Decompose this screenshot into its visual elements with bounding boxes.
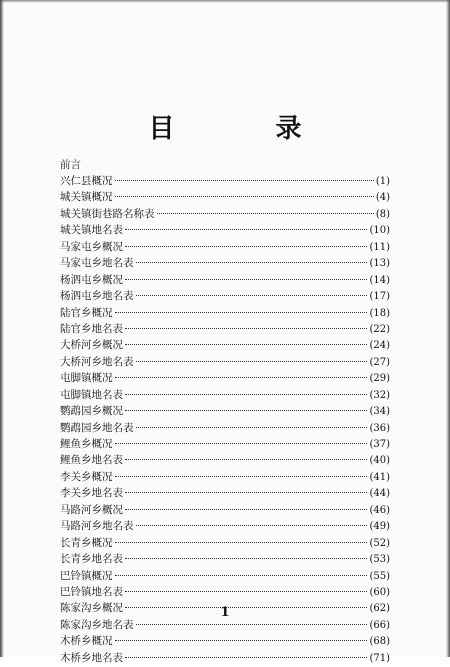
- toc-entry-label: 马家屯乡地名表: [60, 257, 134, 270]
- toc-entry-page: (36): [369, 422, 390, 434]
- table-of-contents: [60, 157, 390, 666]
- toc-entry: [60, 650, 390, 666]
- toc-entry-page: (29): [369, 373, 390, 385]
- toc-dot-leader: [115, 541, 368, 543]
- toc-entry: [60, 551, 390, 567]
- toc-entry: [60, 354, 390, 370]
- toc-entry-page: (52): [369, 537, 390, 549]
- toc-entry: [60, 206, 390, 222]
- toc-entry-page: (13): [369, 258, 390, 270]
- toc-entry: [60, 568, 390, 584]
- toc-entry: [60, 288, 390, 304]
- toc-dot-leader: [136, 426, 368, 428]
- toc-entry-label: 长青乡概况: [60, 536, 113, 549]
- toc-dot-leader: [115, 195, 374, 197]
- toc-dot-leader: [115, 376, 368, 378]
- toc-entry-label: 陆官乡概况: [60, 306, 113, 319]
- toc-dot-leader: [125, 409, 367, 411]
- toc-entry-page: (17): [369, 291, 390, 303]
- toc-entry-label: 李关乡地名表: [60, 487, 123, 500]
- toc-entry-label: 巴铃镇地名表: [60, 585, 123, 598]
- toc-dot-leader: [115, 574, 368, 576]
- toc-entry: [60, 387, 390, 403]
- toc-dot-leader: [157, 212, 374, 214]
- toc-entry-label: 木桥乡地名表: [60, 651, 123, 664]
- toc-entry-page: (41): [369, 471, 390, 483]
- toc-entry-label: 马路河乡概况: [60, 503, 123, 516]
- toc-entry-label: 兴仁县概况: [60, 175, 113, 187]
- toc-entry-label: 鲤鱼乡地名表: [60, 454, 123, 467]
- toc-entry-label: 陈家沟乡地名表: [60, 618, 134, 631]
- toc-entry-label: 杨泗屯乡概况: [60, 273, 123, 286]
- toc-entry: [60, 452, 390, 468]
- toc-entry-page: (10): [369, 225, 390, 237]
- toc-entry-page: (27): [369, 356, 390, 368]
- toc-entry-label: 陈家沟乡概况: [60, 602, 123, 615]
- toc-entry-label: 陆官乡地名表: [60, 322, 123, 335]
- toc-entry-page: (68): [369, 636, 390, 648]
- toc-dot-leader: [125, 343, 367, 345]
- page-title: 目 录: [148, 114, 348, 144]
- toc-entry-label: 马家屯乡概况: [60, 240, 123, 253]
- toc-entry-page: (37): [369, 439, 390, 450]
- toc-entry: [60, 502, 390, 518]
- toc-preface: 前言: [60, 159, 81, 171]
- toc-entry-page: (32): [369, 389, 390, 401]
- toc-entry: [60, 321, 390, 337]
- toc-entry: [60, 173, 390, 189]
- toc-entry-page: (60): [369, 586, 390, 598]
- toc-entry-page: (53): [369, 554, 390, 566]
- toc-entry-label: 鲤鱼乡概况: [60, 438, 113, 450]
- toc-dot-leader: [125, 245, 367, 247]
- toc-dot-leader: [115, 311, 368, 313]
- toc-entry-label: 长青乡地名表: [60, 553, 123, 566]
- toc-entry: [60, 518, 390, 534]
- toc-entry: [60, 337, 390, 353]
- toc-entry: [60, 436, 390, 452]
- toc-dot-leader: [115, 639, 368, 641]
- toc-entry-page: (34): [369, 406, 390, 418]
- toc-dot-leader: [136, 360, 368, 362]
- toc-entry-page: (40): [369, 455, 390, 467]
- toc-entry-page: (49): [369, 521, 390, 533]
- toc-dot-leader: [125, 491, 367, 493]
- toc-dot-leader: [115, 179, 374, 181]
- toc-entry-label: 巴铃镇概况: [60, 569, 113, 582]
- toc-entry-label: 大桥河乡地名表: [60, 355, 134, 368]
- toc-entry-page: (71): [369, 652, 390, 664]
- toc-entry-label: 木桥乡概况: [60, 635, 113, 648]
- toc-entry-list: [60, 173, 390, 666]
- toc-dot-leader: [125, 458, 367, 460]
- toc-entry-label: 鹦鹉园乡概况: [60, 405, 123, 418]
- toc-entry-page: (62): [369, 603, 390, 615]
- toc-dot-leader: [125, 557, 367, 559]
- scan-edge-top: [0, 0, 450, 3]
- toc-dot-leader: [136, 261, 368, 263]
- toc-entry-label: 大桥河乡概况: [60, 339, 123, 352]
- toc-entry-page: (44): [369, 488, 390, 500]
- toc-entry: [60, 485, 390, 501]
- toc-entry-page: (18): [369, 307, 390, 319]
- toc-entry: [60, 420, 390, 436]
- toc-entry-label: 李关乡概况: [60, 470, 113, 483]
- toc-entry-label: 城关镇街巷路名称表: [60, 207, 155, 220]
- toc-entry: [60, 222, 390, 238]
- toc-entry-page: (66): [369, 619, 390, 631]
- toc-entry-page: (46): [369, 504, 390, 516]
- page-number: 1: [220, 605, 230, 620]
- toc-entry-page: (22): [369, 323, 390, 335]
- toc-dot-leader: [125, 393, 367, 395]
- toc-dot-leader: [125, 278, 367, 280]
- toc-entry: [60, 272, 390, 288]
- scan-edge-left: [0, 0, 4, 657]
- toc-entry: [60, 255, 390, 271]
- toc-entry: [60, 469, 390, 485]
- toc-dot-leader: [136, 524, 368, 526]
- toc-entry-page: (8): [375, 208, 390, 220]
- toc-entry-page: (24): [369, 340, 390, 352]
- toc-entry: [60, 633, 390, 649]
- toc-entry-page: (11): [369, 241, 390, 253]
- toc-entry-label: 城关镇地名表: [60, 224, 123, 237]
- toc-entry: [60, 189, 390, 205]
- toc-entry-label: 鹦鹉园乡地名表: [60, 421, 134, 434]
- toc-dot-leader: [125, 590, 367, 592]
- toc-entry: [60, 403, 390, 419]
- toc-entry: [60, 535, 390, 551]
- toc-dot-leader: [115, 475, 368, 477]
- toc-entry: [60, 584, 390, 600]
- toc-entry-label: 屯脚镇概况: [60, 372, 113, 385]
- toc-dot-leader: [115, 442, 368, 444]
- toc-entry-page: (4): [375, 192, 390, 204]
- toc-entry-page: (1): [375, 176, 390, 187]
- toc-dot-leader: [125, 228, 367, 230]
- toc-entry-label: 城关镇概况: [60, 191, 113, 204]
- toc-entry-label: 马路河乡地名表: [60, 520, 134, 533]
- toc-entry-page: (14): [369, 274, 390, 286]
- toc-entry: [60, 305, 390, 321]
- toc-entry-label: 杨泗屯乡地名表: [60, 290, 134, 303]
- toc-dot-leader: [136, 623, 368, 625]
- toc-dot-leader: [125, 508, 367, 510]
- scan-edge-right: [446, 0, 450, 657]
- toc-dot-leader: [136, 294, 368, 296]
- toc-entry-label: 屯脚镇地名表: [60, 388, 123, 401]
- toc-dot-leader: [125, 327, 367, 329]
- toc-entry: [60, 239, 390, 255]
- toc-entry-page: (55): [369, 570, 390, 582]
- toc-entry: [60, 370, 390, 386]
